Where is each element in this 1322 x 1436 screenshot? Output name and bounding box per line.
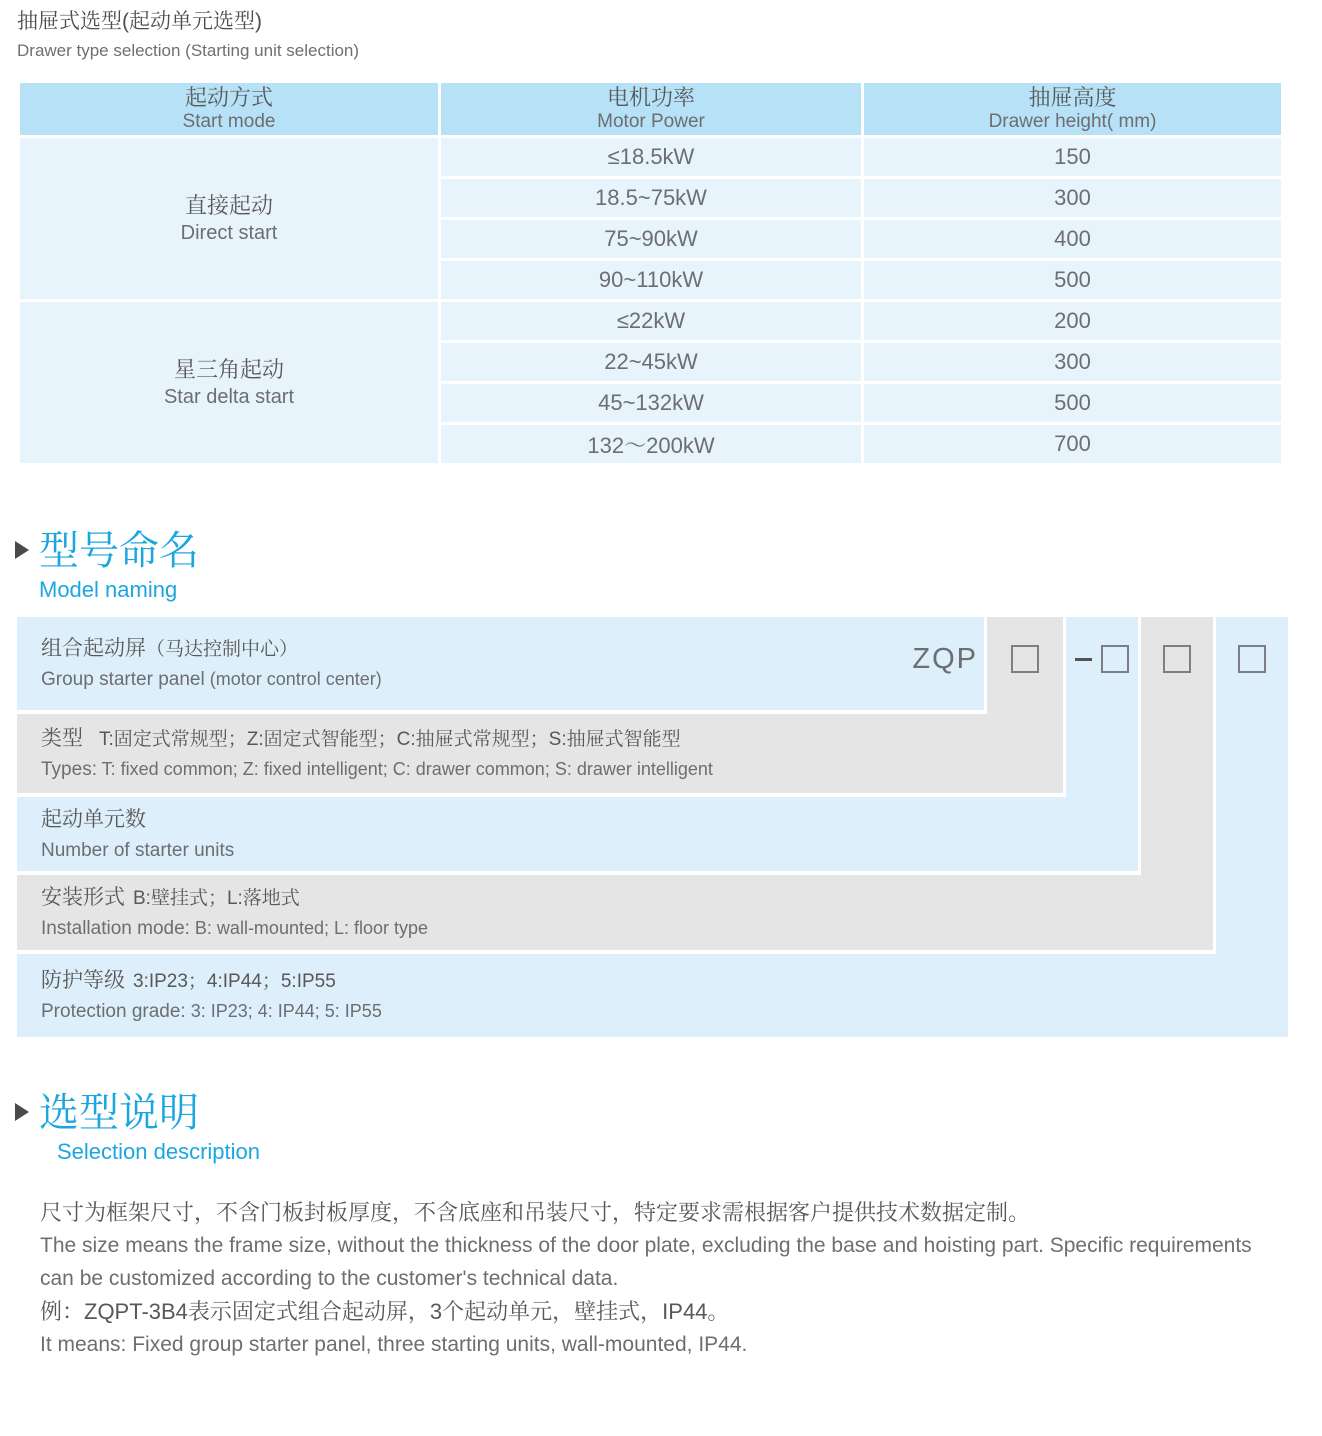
power-cell: 75~90kW: [441, 220, 861, 258]
band-label-zh: 组合起动屏: [41, 637, 146, 660]
band-label-en: Protection grade:: [41, 1001, 186, 1022]
header-motor-power-en: Motor Power: [597, 111, 705, 132]
power-cell: 18.5~75kW: [441, 179, 861, 217]
header-start-mode: [20, 83, 438, 135]
band-detail-en: B: wall-mounted; L: floor type: [189, 918, 429, 938]
height-cell: 200: [864, 302, 1281, 340]
band-detail-zh: B:壁挂式；L:落地式: [133, 888, 300, 909]
height-cell: 400: [864, 220, 1281, 258]
drawer-selection-table: [17, 80, 1284, 466]
band-detail-en: (motor control center): [204, 669, 382, 689]
selection-description-heading-text: [39, 1090, 260, 1166]
power-cell: ≤22kW: [441, 302, 861, 340]
model-band-protection-grade: [17, 954, 1288, 1037]
header-motor-power: [441, 83, 861, 135]
model-code-prefix: ZQP: [912, 643, 978, 675]
band-detail-en: 3: IP23; 4: IP44; 5: IP55: [185, 1001, 382, 1021]
band-label-zh: 类型: [41, 727, 83, 750]
band-label-en: Group starter panel: [41, 669, 205, 690]
selection-description-body: [40, 1196, 1288, 1361]
model-band-group-starter-panel: [17, 617, 984, 710]
code-box-icon: [1101, 645, 1129, 673]
power-cell: 22~45kW: [441, 343, 861, 381]
band-detail-zh: （马达控制中心）: [146, 639, 299, 660]
band-label-zh: 安装形式: [41, 886, 125, 909]
code-box-icon: [1011, 645, 1039, 673]
header-motor-power-zh: 电机功率: [606, 85, 695, 110]
description-example-zh: 例：ZQPT-3B4表示固定式组合起动屏，3个起动单元，壁挂式，IP44。: [40, 1299, 730, 1324]
table-row: [20, 302, 1281, 340]
dash-separator-icon: [1075, 658, 1092, 661]
description-line-zh: 尺寸为框架尺寸，不含门板封板厚度，不含底座和吊装尺寸，特定要求需根据客户提供技术数据定制。: [40, 1200, 1031, 1225]
model-naming-title-zh: 型号命名: [39, 529, 199, 573]
section-arrow-icon: [15, 541, 29, 559]
header-start-mode-zh: 起动方式: [184, 85, 273, 110]
height-cell: 300: [864, 343, 1281, 381]
selection-description-title-zh: 选型说明: [39, 1091, 199, 1135]
height-cell: 500: [864, 261, 1281, 299]
selection-description-heading: [15, 1090, 260, 1166]
band-label-en: Installation mode:: [41, 918, 190, 939]
height-cell: 700: [864, 425, 1281, 463]
band-detail-en: T: fixed common; Z: fixed intelligent; C: drawer common; S: drawer intelligent: [96, 759, 713, 779]
mode-label-en: Direct start: [180, 221, 278, 244]
model-naming-heading-text: [39, 528, 199, 604]
model-naming-diagram: [17, 617, 1288, 1037]
power-cell: 45~132kW: [441, 384, 861, 422]
page-header: [17, 8, 359, 63]
model-band-starter-units: [17, 797, 1138, 871]
power-cell: 132～200kW: [441, 425, 861, 463]
table-header-row: [20, 83, 1281, 135]
band-label-en: Types:: [41, 759, 97, 780]
mode-label-zh: 直接起动: [184, 192, 273, 218]
description-example-en: It means: Fixed group starter panel, three starting units, wall-mounted, IP44.: [40, 1333, 748, 1356]
height-cell: 500: [864, 384, 1281, 422]
model-naming-title-en: Model naming: [39, 577, 178, 602]
model-band-installation-mode: [17, 875, 1213, 950]
mode-label-en: Star delta start: [163, 385, 295, 408]
band-detail-zh: 3:IP23；4:IP44；5:IP55: [133, 971, 336, 992]
code-box-icon: [1238, 645, 1266, 673]
height-cell: 150: [864, 138, 1281, 176]
band-label-en: Number of starter units: [41, 839, 235, 861]
mode-cell-star-delta-start: [20, 302, 438, 463]
power-cell: ≤18.5kW: [441, 138, 861, 176]
header-drawer-height-en: Drawer height( mm): [988, 111, 1157, 132]
height-cell: 300: [864, 179, 1281, 217]
section-arrow-icon: [15, 1103, 29, 1121]
header-drawer-height-zh: 抽屉高度: [1028, 85, 1117, 110]
table-row: [20, 138, 1281, 176]
page-title: 抽屉式选型(起动单元选型): [17, 10, 262, 33]
band-detail-zh: T:固定式常规型；Z:固定式智能型；C:抽屉式常规型；S:抽屉式智能型: [99, 729, 681, 750]
mode-cell-direct-start: [20, 138, 438, 299]
band-label-zh: 防护等级: [41, 969, 125, 992]
header-start-mode-en: Start mode: [182, 111, 276, 132]
band-label-zh: 起动单元数: [41, 807, 146, 831]
code-box-icon: [1163, 645, 1191, 673]
description-line-en: The size means the frame size, without the thickness of the door plate, excluding the base and hoisting part. Specific requirements can be customized according to the customer's technical data.: [40, 1234, 1252, 1290]
header-drawer-height: [864, 83, 1281, 135]
model-naming-heading: [15, 528, 199, 604]
selection-description-title-en: Selection description: [57, 1139, 261, 1164]
model-band-types: [17, 714, 1063, 793]
power-cell: 90~110kW: [441, 261, 861, 299]
page-subtitle: Drawer type selection (Starting unit selection): [17, 41, 360, 60]
mode-label-zh: 星三角起动: [173, 356, 284, 382]
